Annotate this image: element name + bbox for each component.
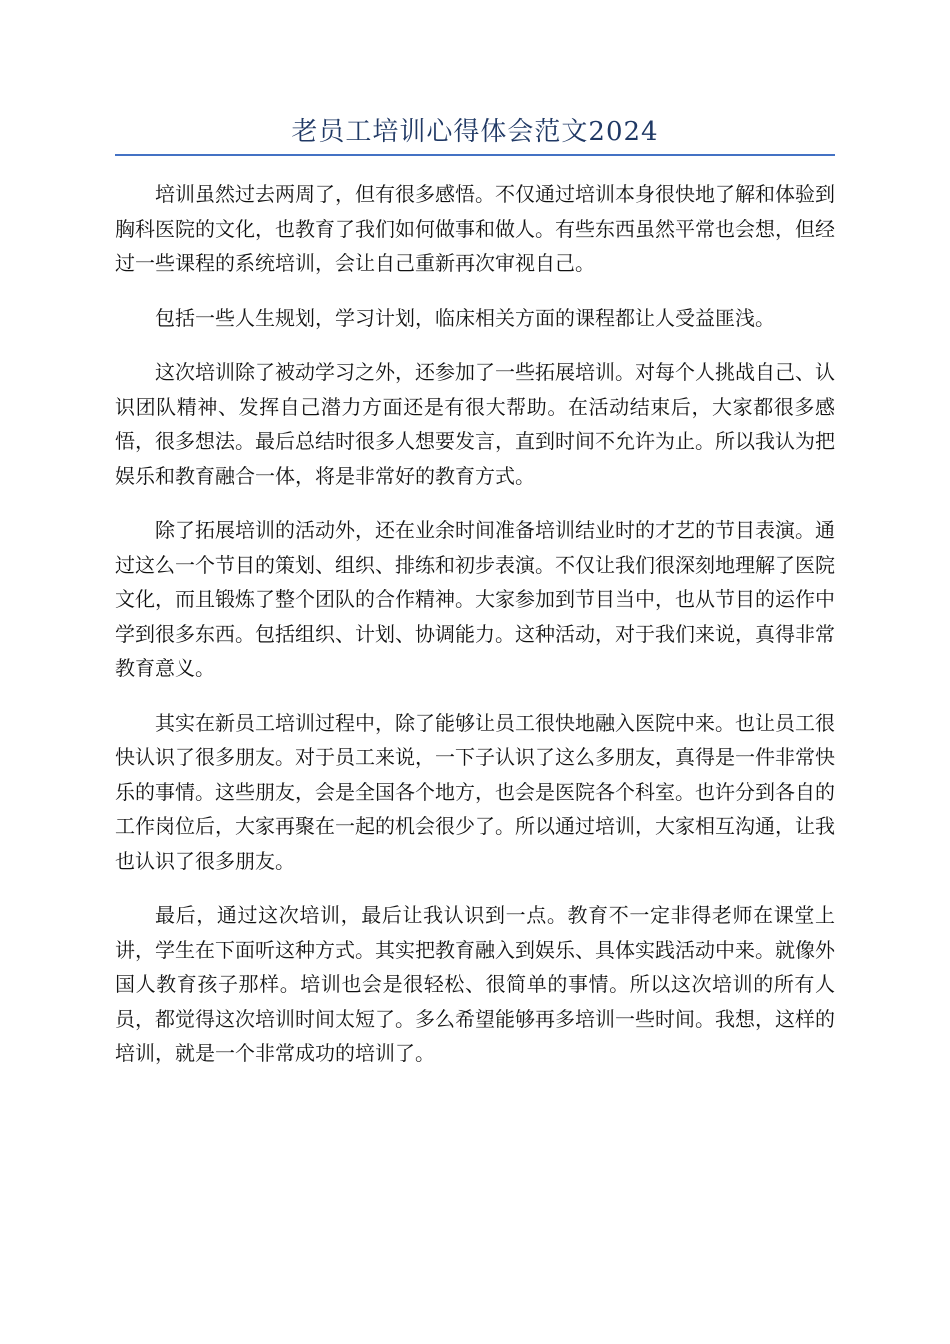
document-title: 老员工培训心得体会范文2024 xyxy=(291,117,659,147)
paragraph-1: 培训虽然过去两周了，但有很多感悟。不仅通过培训本身很快地了解和体验到胸科医院的文化，也教育了我们如何做事和做人。有些东西虽然平常也会想，但经过一些课程的系统培训，会让自己重新再次审视自己。 xyxy=(115,182,835,275)
paragraph-2: 包括一些人生规划，学习计划，临床相关方面的课程都让人受益匪浅。 xyxy=(155,305,775,330)
paragraph-5: 其实在新员工培训过程中，除了能够让员工很快地融入医院中来。也让员工很快认识了很多朋友。对于员工来说，一下子认识了这么多朋友，真得是一件非常快乐的事情。这些朋友，会是全国各个地方，也会是医院各个科室。也许分到各自的工作岗位后，大家再聚在一起的机会很少了。所以通过培训，大家相互沟通，让我也认识了很多朋友。 xyxy=(115,710,835,873)
paragraph-4: 除了拓展培训的活动外，还在业余时间准备培训结业时的才艺的节目表演。通过这么一个节目的策划、组织、排练和初步表演。不仅让我们很深刻地理解了医院文化，而且锻炼了整个团队的合作精神。大家参加到节目当中，也从节目的运作中学到很多东西。包括组织、计划、协调能力。这种活动，对于我们来说，真得非常教育意义。 xyxy=(115,518,835,680)
paragraph-6: 最后，通过这次培训，最后让我认识到一点。教育不一定非得老师在课堂上讲，学生在下面听这种方式。其实把教育融入到娱乐、具体实践活动中来。就像外国人教育孩子那样。培训也会是很轻松、很简单的事情。所以这次培训的所有人员，都觉得这次培训时间太短了。多么希望能够再多培训一些时间。我想，这样的培训，就是一个非常成功的培训了。 xyxy=(115,903,835,1065)
document-body xyxy=(115,177,835,1091)
title-underline xyxy=(115,154,835,156)
paragraph-3: 这次培训除了被动学习之外，还参加了一些拓展培训。对每个人挑战自己、认识团队精神、发挥自己潜力方面还是有很大帮助。在活动结束后，大家都很多感悟，很多想法。最后总结时很多人想要发言，直到时间不允许为止。所以我认为把娱乐和教育融合一体，将是非常好的教育方式。 xyxy=(115,360,835,488)
